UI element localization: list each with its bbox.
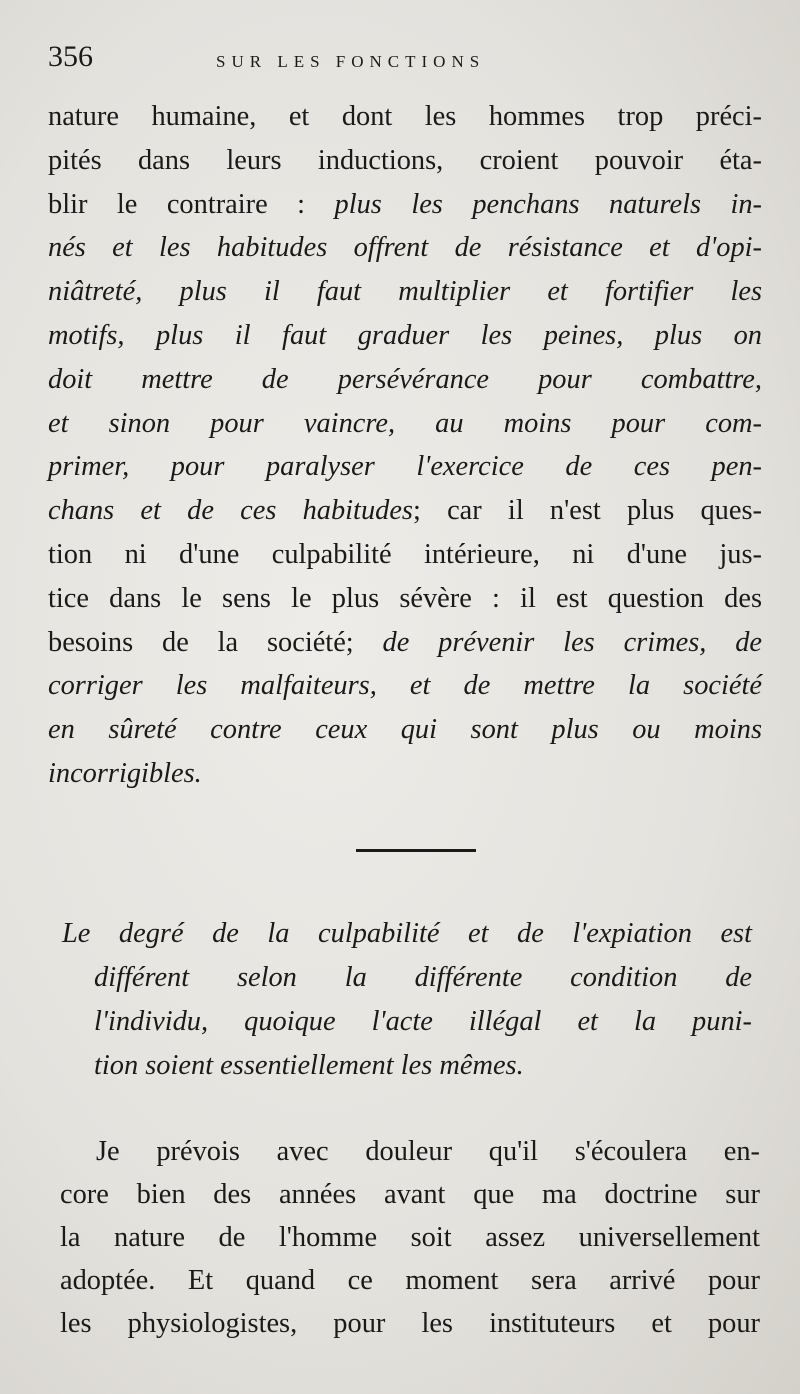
text-line [48,270,762,314]
text-line [48,489,762,533]
text-line [48,577,762,621]
text-line [48,95,762,139]
text-line [48,358,762,402]
text-line [48,664,762,708]
summary-line: l'individu, quoique l'acte illégal et la puni- [94,1006,752,1037]
text-line [48,139,762,183]
summary-line: Le degré de la culpabilité et de l'expiation est [62,918,752,949]
paragraph-main [48,95,762,796]
running-head: SUR LES FONCTIONS [216,52,486,71]
text-line: Je prévois avec douleur qu'il s'écoulera en- [96,1136,760,1167]
roman-text: besoins de la société; [48,626,383,658]
text-line [48,314,762,358]
text-line [48,226,762,270]
italic-text: en sûreté contre ceux qui sont plus ou moins [48,714,762,746]
italic-text: corriger les malfaiteurs, et de mettre la société [48,670,762,702]
italic-text: niâtreté, plus il faut multiplier et fortifier les [48,276,762,308]
page-number: 356 [48,40,93,73]
summary-line: différent selon la différente condition de [94,962,752,993]
text-line: la nature de l'homme soit assez universellement [60,1222,760,1253]
text-line [48,533,762,577]
italic-text: et sinon pour vaincre, au moins pour com- [48,407,762,439]
text-line: core bien des années avant que ma doctrine sur [60,1179,760,1210]
italic-text: doit mettre de persévérance pour combattre, [48,363,762,395]
roman-text: nature humaine, et dont les hommes trop préci- [48,101,762,132]
paragraph-next [60,1130,760,1345]
roman-text: tice dans le sens le plus sévère : il est question des [48,582,762,614]
text-line [48,402,762,446]
italic-text: plus les penchans naturels in- [334,188,763,220]
italic-text: chans et de ces habitudes [48,495,413,527]
roman-text: pités dans leurs inductions, croient pouvoir éta- [48,144,762,176]
roman-text: blir le contraire : [48,188,335,220]
roman-text: tion ni d'une culpabilité intérieure, ni d'une jus- [48,538,762,570]
text-line: adoptée. Et quand ce moment sera arrivé pour [60,1265,760,1296]
section-divider [356,849,476,852]
roman-text: ; car il n'est plus ques- [412,495,762,527]
italic-text: primer, pour paralyser l'exercice de ces pen- [48,451,762,483]
text-line [48,621,762,665]
italic-text: incorrigibles. [48,757,202,789]
summary-line: tion soient essentiellement les mêmes. [94,1050,524,1081]
page-header [48,40,760,90]
text-line [48,708,762,752]
italic-text: de prévenir les crimes, de [382,626,762,658]
italic-text: motifs, plus il faut graduer les peines, plus on [48,319,762,351]
section-summary [62,912,752,1088]
text-line [48,752,762,796]
text-line: les physiologistes, pour les instituteurs et pour [60,1308,760,1339]
text-line [48,445,762,489]
text-line [48,183,762,227]
italic-text: nés et les habitudes offrent de résistance et d'opi- [48,232,762,264]
